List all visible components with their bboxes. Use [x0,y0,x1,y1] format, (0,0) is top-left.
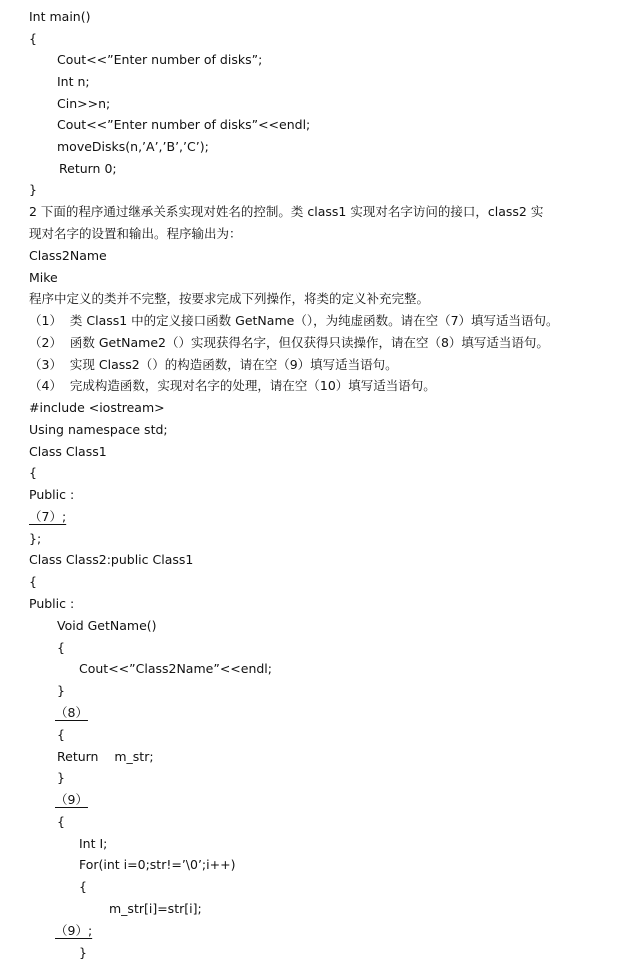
text-line: Cin>>n; [57,96,111,111]
text-line: } [29,182,37,197]
text-line: { [29,31,37,46]
text-line: Cout<<”Class2Name”<<endl; [79,661,272,676]
text-line: 2 下面的程序通过继承关系实现对姓名的控制。类 class1 实现对名字访问的接口，class2 实 [29,204,544,219]
text-line: Void GetName() [57,618,157,633]
text-line: Class2Name [29,248,107,263]
text-line: } [79,945,87,960]
text-line: 现对名字的设置和输出。程序输出为： [29,226,242,241]
text-line: （3） 实现 Class2（）的构造函数，请在空（9）填写适当语句。 [29,357,398,372]
text-line: { [29,574,37,589]
text-line: Return 0; [59,161,117,176]
text-line: （4） 完成构造函数，实现对名字的处理，请在空（10）填写适当语句。 [29,378,436,393]
text-line: Int I; [79,836,108,851]
fill-in-blank: （9） [55,792,88,807]
text-line: m_str[i]=str[i]; [109,901,202,916]
fill-in-blank: （9）; [55,923,93,938]
text-line: Public : [29,596,75,611]
text-line: Return m_str; [57,749,154,764]
text-line: } [57,683,65,698]
fill-in-blank: （8） [55,705,88,720]
text-line: } [57,770,65,785]
text-line: 程序中定义的类并不完整，按要求完成下列操作，将类的定义补充完整。 [29,291,430,306]
text-line: { [57,814,65,829]
text-line: #include <iostream> [29,400,165,415]
text-line: （2） 函数 GetName2（）实现获得名字，但仅获得只读操作，请在空（8）填写适当语句。 [29,335,549,350]
text-line: Mike [29,270,58,285]
text-line: }; [29,531,42,546]
text-line: Public : [29,487,75,502]
text-line: （1） 类 Class1 中的定义接口函数 GetName（），为纯虚函数。请在空（7）填写适当语句。 [29,313,559,328]
text-line: { [79,879,87,894]
text-line: For(int i=0;str!=’\0’;i++) [79,857,236,872]
text-line: Int n; [57,74,90,89]
text-line: Class Class2:public Class1 [29,552,194,567]
text-line: { [57,640,65,655]
fill-in-blank: （7）; [29,509,67,524]
text-line: Cout<<”Enter number of disks”<<endl; [57,117,311,132]
text-line: moveDisks(n,’A’,’B’,’C’); [57,139,209,154]
text-line: { [29,465,37,480]
text-line: Class Class1 [29,444,107,459]
text-line: { [57,727,65,742]
text-line: Using namespace std; [29,422,168,437]
text-line: Cout<<”Enter number of disks”; [57,52,263,67]
text-line: Int main() [29,9,91,24]
